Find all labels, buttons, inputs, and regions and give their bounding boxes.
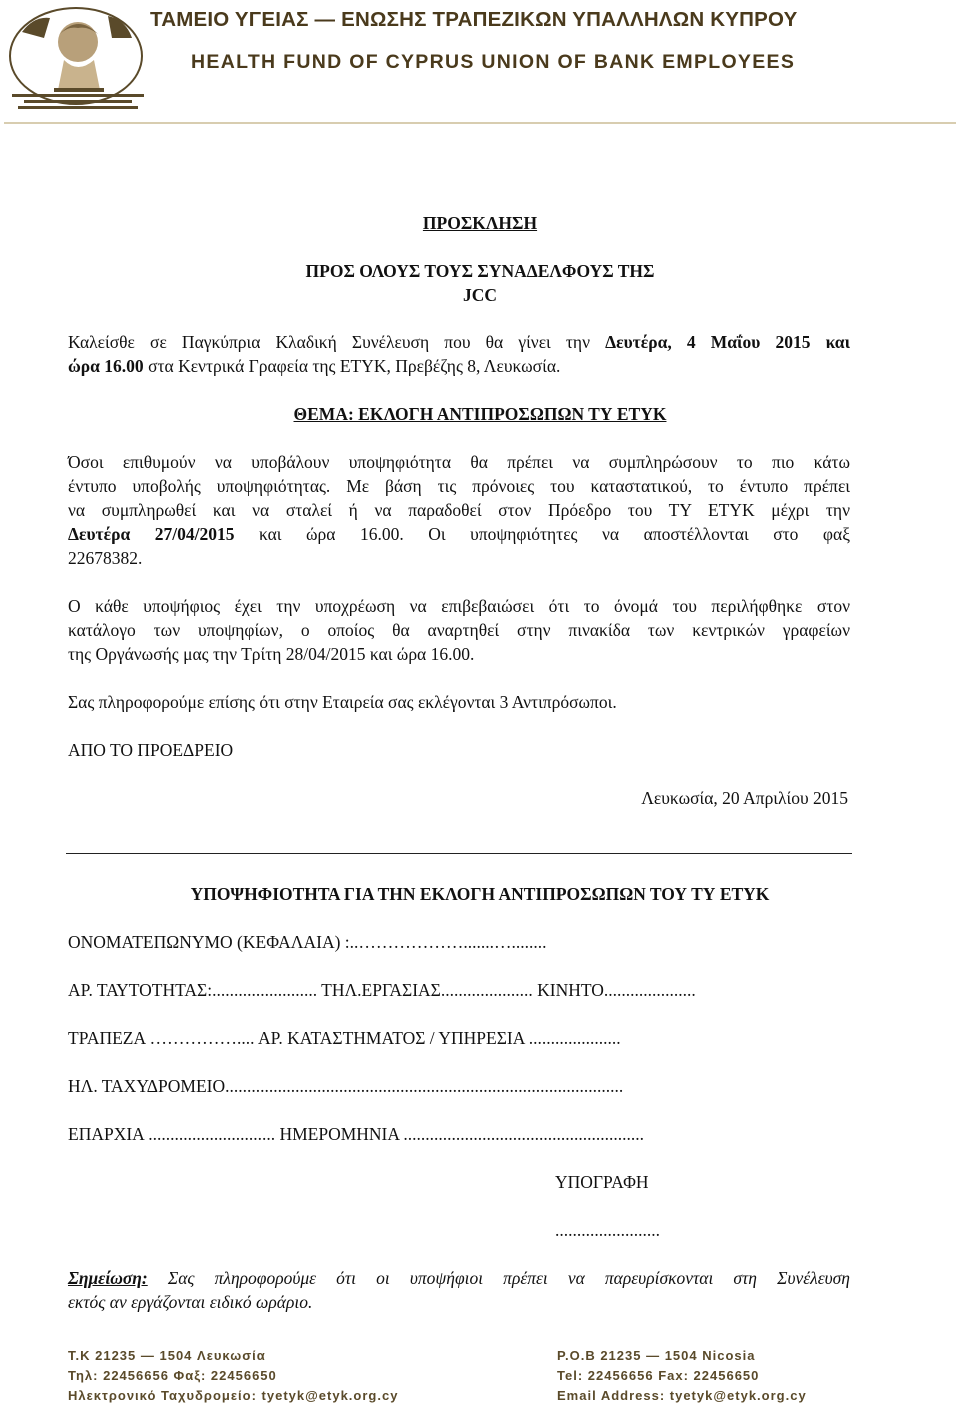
deadline-date-bold: Δευτέρα 27/04/2015 — [68, 524, 235, 544]
para1-line-5: 22678382. — [68, 548, 143, 568]
field-email[interactable]: ΗΛ. ΤΑΧΥΔΡΟΜΕΙΟ........................................................................................... — [68, 1076, 624, 1096]
para2-line-3: της Οργάνωσής μας την Τρίτη 28/04/2015 και ώρα 16.00. — [68, 644, 475, 664]
signoff: ΑΠΟ ΤΟ ΠΡΟΕΔΡΕΙΟ — [68, 740, 234, 760]
para2-line-1: Ο κάθε υποψήφιος έχει την υποχρέωση να επιβεβαιώσει ότι το όνομά του περιλήφθηκε στον — [68, 596, 850, 616]
deadline-text: και ώρα 16.00. Οι υποψηφιότητες να αποστέλλονται στο φαξ — [234, 524, 850, 544]
note-label: Σημείωση: — [68, 1268, 148, 1288]
field-id-phone-mobile[interactable]: ΑΡ. ΤΑΥΤΟΤΗΤΑΣ:........................ ΤΗΛ.ΕΡΓΑΣΙΑΣ..................... ΚΙΝΗΤΟ..................... — [68, 980, 696, 1000]
footer-left-address: T.K 21235 — 1504 Λευκωσία — [68, 1348, 266, 1363]
footer-left-phone: Τηλ: 22456656 Φαξ: 22456650 — [68, 1368, 277, 1383]
invite-text: Καλείσθε σε Παγκύπρια Κλαδική Συνέλευση που θα γίνει την — [68, 332, 606, 352]
notice-heading: ΠΡΟΣΚΛΗΣΗ — [422, 213, 538, 233]
note-line-2: εκτός αν εργάζονται ειδικό ωράριο. — [68, 1292, 313, 1312]
invite-time-bold: ώρα 16.00 — [68, 356, 144, 376]
para1-line-4 — [68, 522, 850, 546]
para3: Σας πληροφορούμε επίσης ότι στην Εταιρεία σας εκλέγονται 3 Αντιπρόσωποι. — [68, 692, 617, 712]
footer-right-email[interactable]: Email Address: tyetyk@etyk.org.cy — [557, 1388, 807, 1403]
para1-line-3: να συμπληρωθεί και να σταλεί ή να παραδοθεί στον Πρόεδρο του ΤΥ ΕΤΥΚ μέχρι την — [68, 500, 850, 520]
logo — [4, 4, 152, 116]
field-district-date[interactable]: ΕΠΑΡΧΙΑ ............................. ΗΜΕΡΟΜΗΝΙΑ ....................................................... — [68, 1124, 645, 1144]
signature-label: ΥΠΟΓΡΑΦΗ — [555, 1172, 649, 1192]
para1-line-2: έντυπο υποβολής υποψηφιότητας. Με βάση τις πρόνοιες του καταστατικού, το έντυπο πρέπει — [68, 476, 850, 496]
footer-left-email[interactable]: Ηλεκτρονικό Ταχυδρομείο: tyetyk@etyk.org.cy — [68, 1388, 399, 1403]
footer-right-phone: Tel: 22456656 Fax: 22456650 — [557, 1368, 760, 1383]
header-divider — [4, 122, 956, 124]
footer-right-address: P.O.B 21235 — 1504 Nicosia — [557, 1348, 756, 1363]
header-title-greek: ΤΑΜΕΙΟ ΥΓΕΙΑΣ — ΕΝΩΣΗΣ ΤΡΑΠΕΖΙΚΩΝ ΥΠΑΛΛΗΛΩΝ ΚΥΠΡΟΥ — [150, 8, 798, 31]
form-title: ΥΠΟΨΗΦΙΟΤΗΤΑ ΓΙΑ ΤΗΝ ΕΚΛΟΓΗ ΑΝΤΙΠΡΟΣΩΠΩΝ ΤΟΥ ΤΥ ΕΤΥΚ — [190, 884, 770, 904]
note-line-1 — [68, 1266, 850, 1290]
header-title-english: HEALTH FUND OF CYPRUS UNION OF BANK EMPLOYEES — [191, 51, 796, 73]
para1-line-1: Όσοι επιθυμούν να υποβάλουν υποψηφιότητα θα πρέπει να συμπληρώσουν το πιο κάτω — [68, 452, 850, 472]
statue-head-logo-icon — [4, 4, 152, 116]
note-text: Σας πληροφορούμε ότι οι υποψήφιοι πρέπει να παρευρίσκονται στη Συνέλευση — [147, 1268, 850, 1288]
invite-location: στα Κεντρικά Γραφεία της ΕΤΥΚ, Πρεβέζης 8, Λευκωσία. — [143, 356, 561, 376]
subject-heading: ΘΕΜΑ: ΕΚΛΟΓΗ ΑΝΤΙΠΡΟΣΩΠΩΝ ΤΥ ΕΤΥΚ — [293, 404, 667, 424]
invite-date-bold: Δευτέρα, 4 Μαΐου 2015 και — [605, 332, 850, 352]
form-separator — [66, 853, 852, 854]
invite-line-1 — [68, 330, 850, 354]
recipients-line-1: ΠΡΟΣ ΟΛΟΥΣ ΤΟΥΣ ΣΥΝΑΔΕΛΦΟΥΣ ΤΗΣ — [305, 261, 655, 281]
field-full-name[interactable]: ΟΝΟΜΑΤΕΠΩΝΥΜΟ (ΚΕΦΑΛΑΙΑ) :..……………….......…........ — [68, 932, 547, 952]
signature-line[interactable]: ........................ — [555, 1220, 660, 1240]
notice-date: Λευκωσία, 20 Απριλίου 2015 — [641, 788, 848, 808]
invite-line-2 — [68, 354, 560, 378]
para2-line-2: κατάλογο των υποψηφίων, ο οποίος θα αναρτηθεί στην πινακίδα των κεντρικών γραφείων — [68, 620, 850, 640]
field-bank-branch[interactable]: ΤΡΑΠΕΖΑ …………….... ΑΡ. ΚΑΤΑΣΤΗΜΑΤΟΣ / ΥΠΗΡΕΣΙΑ ..................... — [68, 1028, 621, 1048]
recipients-line-2: JCC — [462, 285, 498, 305]
